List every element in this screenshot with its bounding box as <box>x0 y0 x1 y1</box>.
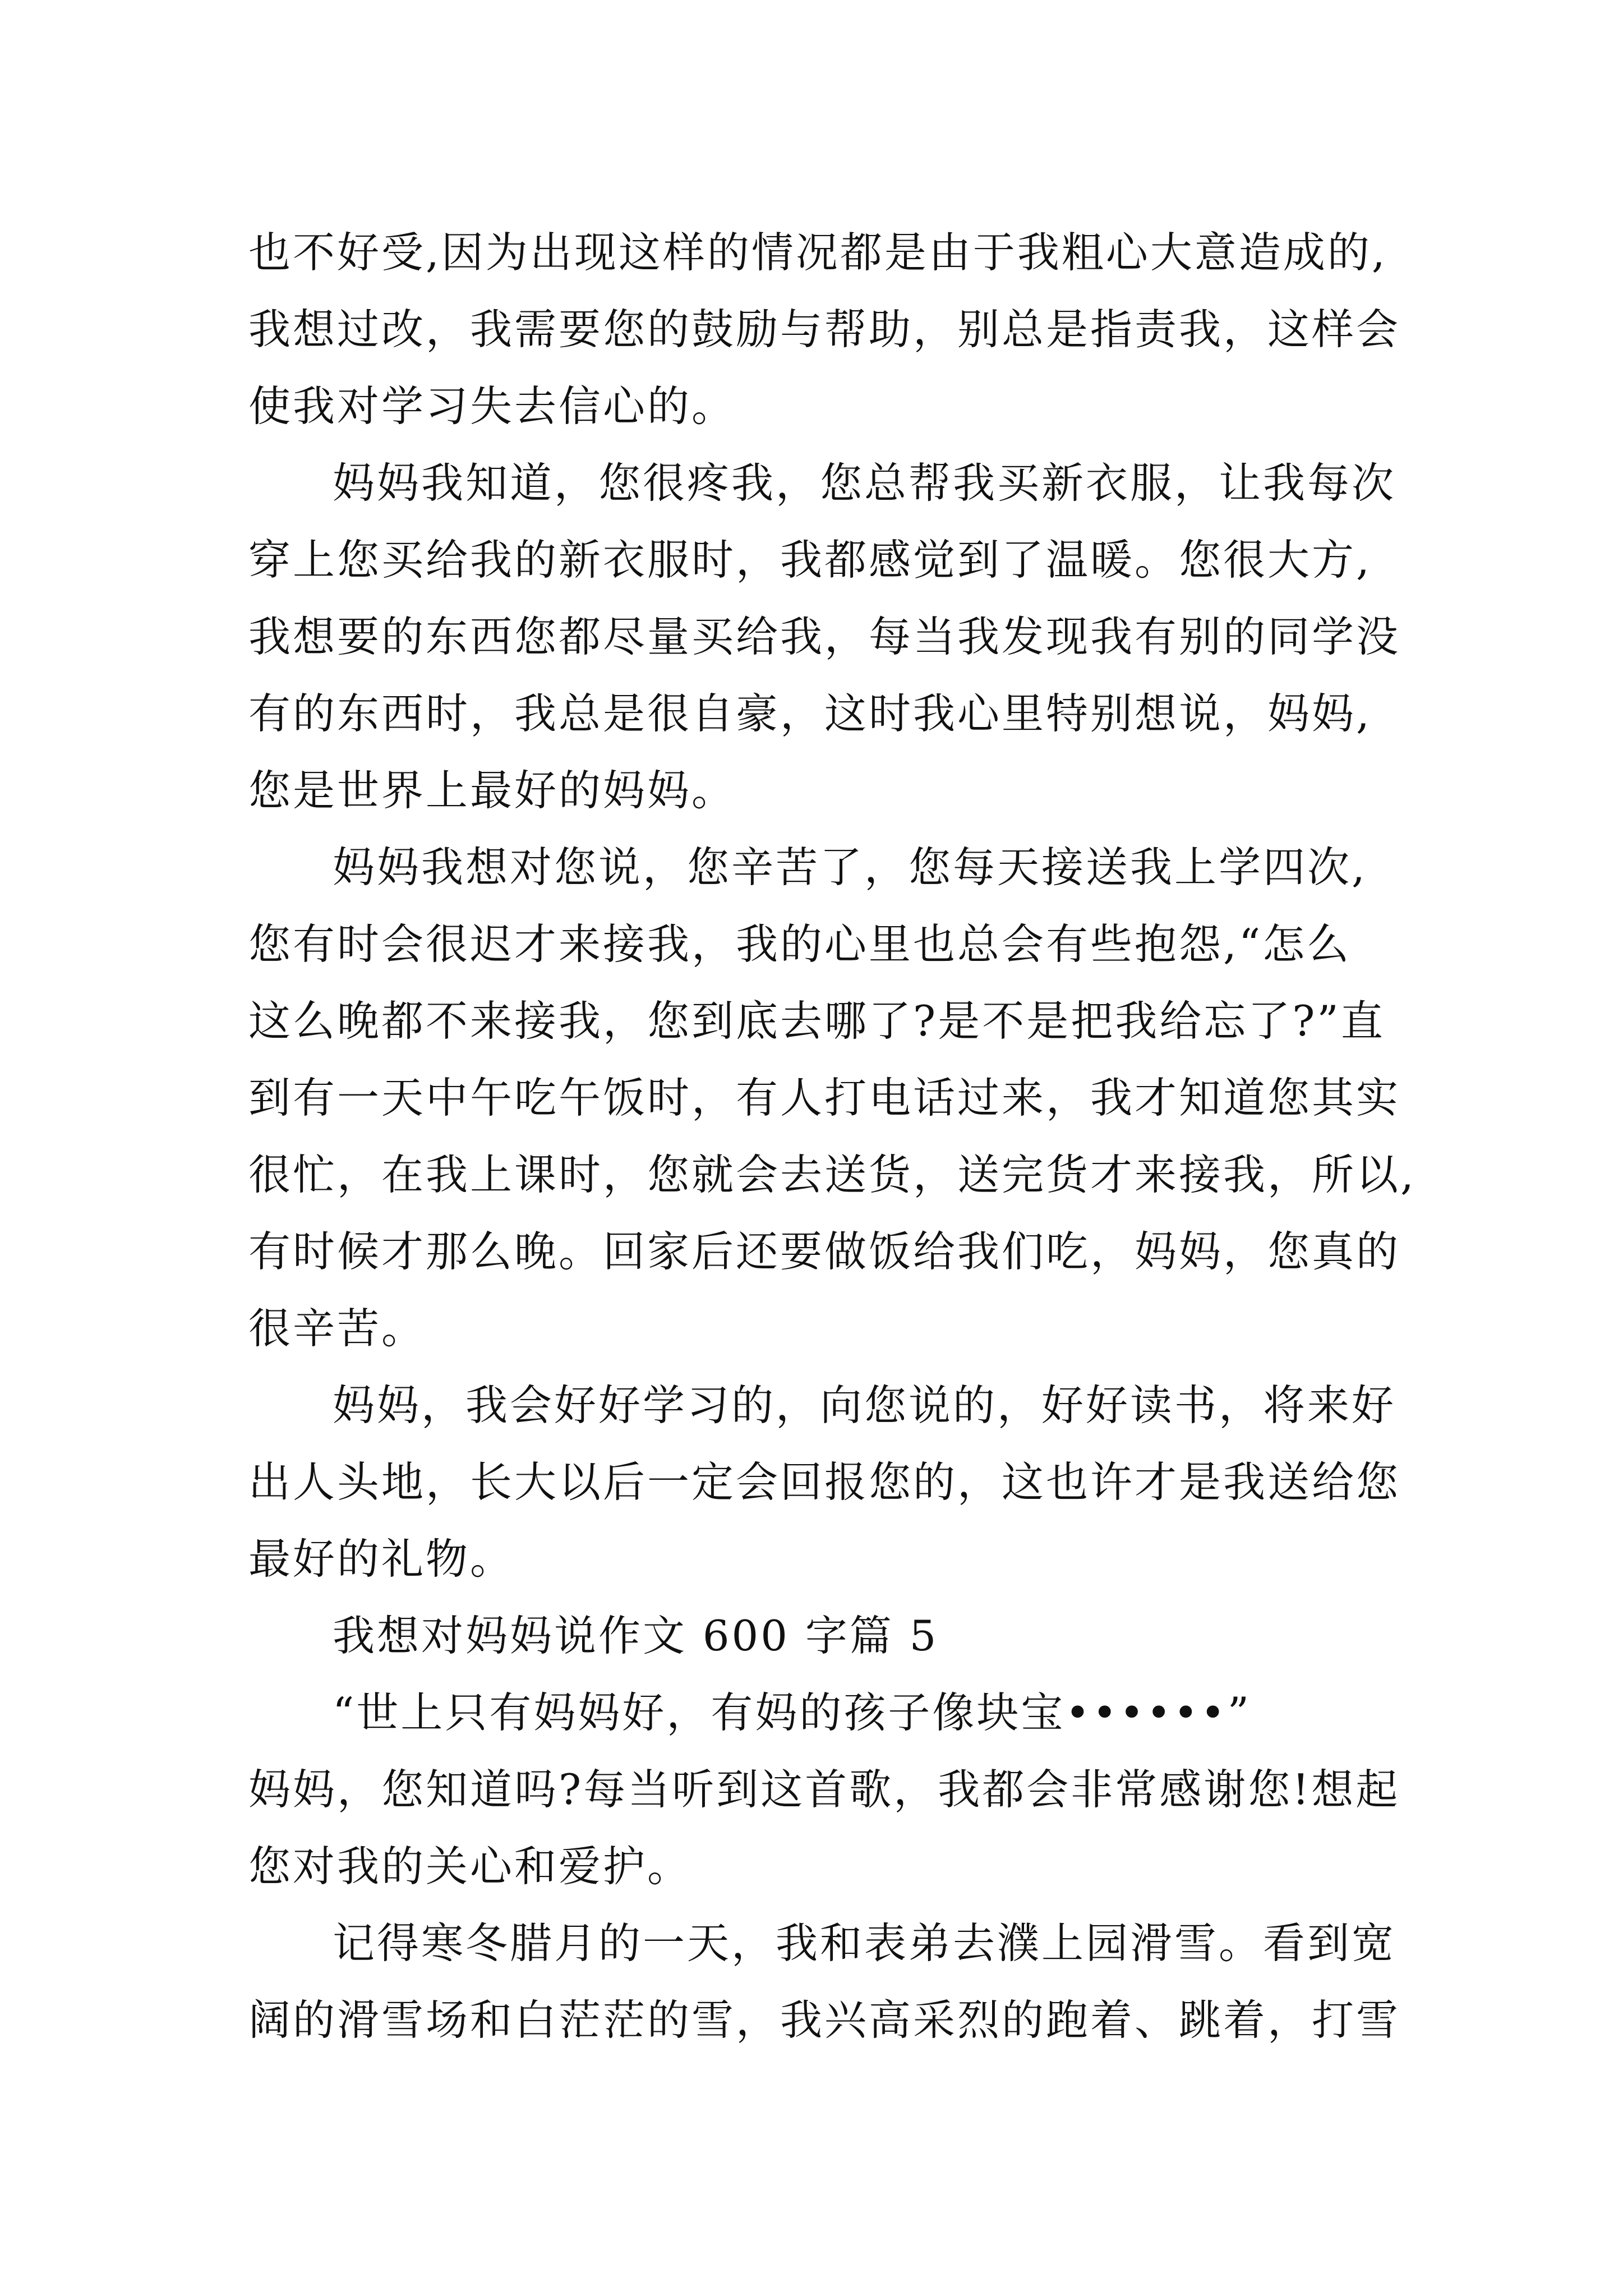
text-line: 也不好受,因为出现这样的情况都是由于我粗心大意造成的, <box>248 228 1387 277</box>
text-line: 妈妈，您知道吗?每当听到这首歌，我都会非常感谢您!想起 <box>248 1765 1400 1814</box>
paragraph-2 <box>248 445 1454 829</box>
paragraph-6 <box>248 1905 1454 2059</box>
text-line: “世上只有妈妈好，有妈的孩子像块宝••••••” <box>333 1688 1252 1737</box>
text-line: 最好的礼物。 <box>248 1534 515 1584</box>
paragraph-1 <box>248 214 1454 445</box>
text-line: 阔的滑雪场和白茫茫的雪，我兴高采烈的跑着、跳着，打雪 <box>248 1995 1401 2045</box>
text-line: 妈妈，我会好好学习的，向您说的，好好读书，将来好 <box>333 1381 1396 1430</box>
text-line: 您是世界上最好的妈妈。 <box>248 766 736 815</box>
heading-text: 我想对妈妈说作文 600 字篇 5 <box>333 1611 939 1660</box>
text-line: 使我对学习失去信心的。 <box>248 381 736 431</box>
section-heading <box>248 1598 1454 1674</box>
text-line: 我想要的东西您都尽量买给我，每当我发现我有别的同学没 <box>248 612 1401 661</box>
text-line: 这么晚都不来接我，您到底去哪了?是不是把我给忘了?”直 <box>248 996 1385 1046</box>
paragraph-5 <box>248 1674 1454 1905</box>
text-line: 妈妈我想对您说，您辛苦了，您每天接送我上学四次, <box>333 843 1367 892</box>
document-body <box>248 214 1454 2059</box>
text-line: 有时候才那么晚。回家后还要做饭给我们吃，妈妈，您真的 <box>248 1227 1401 1276</box>
text-line: 您有时会很迟才来接我，我的心里也总会有些抱怨,“怎么 <box>248 919 1352 969</box>
text-line: 您对我的关心和爱护。 <box>248 1842 692 1891</box>
paragraph-4 <box>248 1367 1454 1598</box>
text-line: 妈妈我知道，您很疼我，您总帮我买新衣服，让我每次 <box>333 458 1396 508</box>
text-line: 到有一天中午吃午饭时，有人打电话过来，我才知道您其实 <box>248 1073 1401 1122</box>
text-line: 我想过改，我需要您的鼓励与帮助，别总是指责我，这样会 <box>248 305 1401 354</box>
paragraph-3 <box>248 829 1454 1367</box>
text-line: 穿上您买给我的新衣服时，我都感觉到了温暖。您很大方, <box>248 535 1372 585</box>
text-line: 很辛苦。 <box>248 1304 426 1353</box>
text-line: 出人头地，长大以后一定会回报您的，这也许才是我送给您 <box>248 1457 1401 1507</box>
text-line: 记得寒冬腊月的一天，我和表弟去濮上园滑雪。看到宽 <box>333 1918 1396 1968</box>
text-line: 有的东西时，我总是很自豪，这时我心里特别想说，妈妈, <box>248 689 1372 738</box>
text-line: 很忙，在我上课时，您就会去送货，送完货才来接我，所以, <box>248 1150 1416 1199</box>
